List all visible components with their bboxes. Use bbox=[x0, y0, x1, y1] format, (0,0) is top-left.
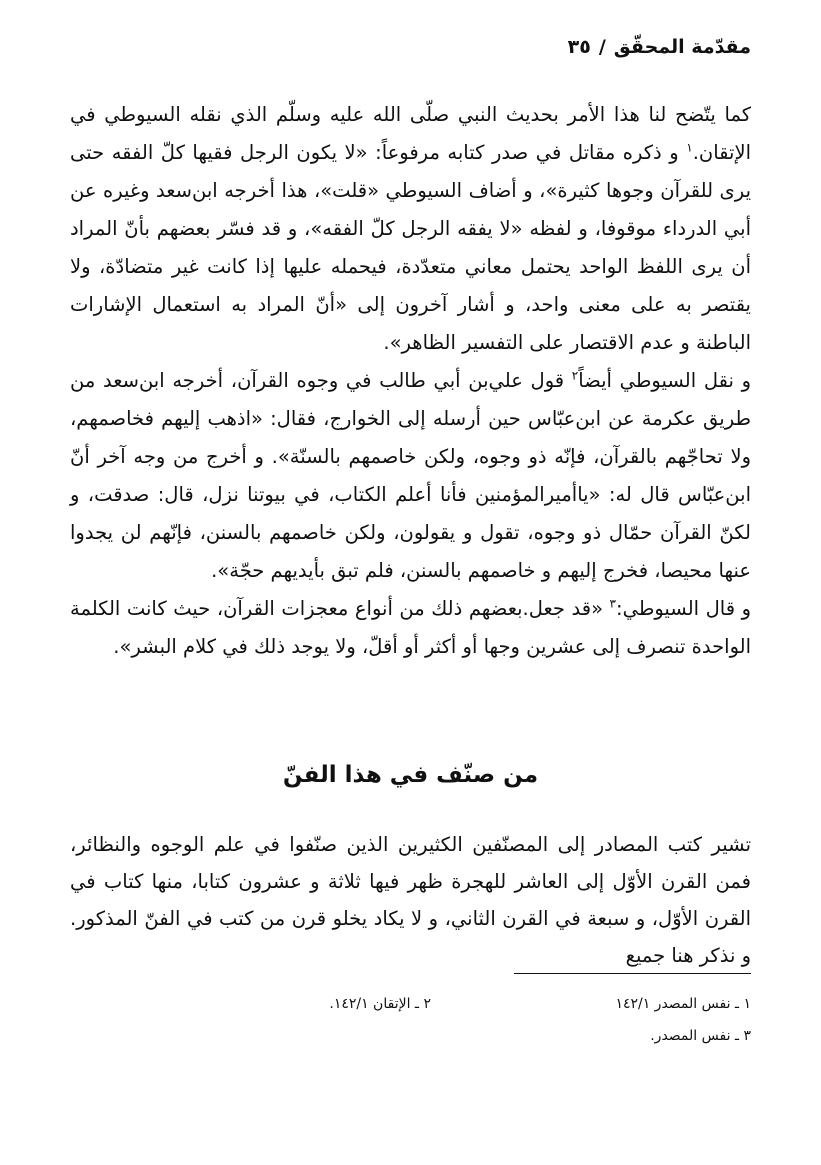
footnote-1: ١ ـ نفس المصدر ١٤٢/١ bbox=[615, 996, 751, 1012]
footnotes bbox=[70, 988, 751, 1052]
paragraph-3-continuation: «قد جعل.بعضهم ذلك من أنواع معجزات القرآن، حيث كانت الكلمة الواحدة تنصرف إلى عشرين وجها أو أكثر أو أقلّ، ولا يوجد ذلك في كلام البشر». bbox=[70, 597, 751, 658]
paragraph-1 bbox=[70, 96, 751, 362]
footnote-2: ٢ ـ الإتقان ١٤٢/١. bbox=[329, 996, 431, 1012]
page-number: ٣٥ bbox=[567, 36, 591, 58]
paragraph-2-text: و نقل السيوطي أيضاً bbox=[578, 369, 751, 392]
footnote-row bbox=[70, 988, 751, 1020]
section-heading: من صنّف في هذا الفنّ bbox=[282, 762, 539, 788]
paragraph-3 bbox=[70, 590, 751, 666]
footnote-divider bbox=[514, 973, 751, 974]
running-header-separator: / bbox=[598, 36, 606, 58]
body-text bbox=[70, 96, 751, 666]
paragraph-1-text: كما يتّضح لنا هذا الأمر بحديث النبي صلّى الله عليه وسلّم الذي نقله السيوطي في الإتقان. bbox=[70, 103, 751, 164]
footnote-ref-2[interactable]: ٢ bbox=[571, 368, 579, 383]
footnote-row bbox=[70, 1020, 751, 1052]
running-header-title: مقدّمة المحقّق bbox=[613, 36, 751, 58]
running-header bbox=[568, 36, 751, 58]
paragraph-2 bbox=[70, 362, 751, 590]
footnote-3: ٣ ـ نفس المصدر. bbox=[650, 1028, 751, 1044]
paragraph-2-continuation: قول علي‌بن أبي طالب في وجوه القرآن، أخرجه ابن‌سعد من طريق عكرمة عن ابن‌عبّاس حين أرسله إلى الخوارج، فقال: «اذهب إليهم فخاصمهم، ولا تحاجّهم بالقرآن، فإنّه ذو وجوه، ولكن خاصمهم بالسنّة». و أخرج من وجه آخر أنّ ابن‌عبّاس قال له: «ياأميرالمؤمنين فأنا أعلم الكتاب، في بيوتنا نزل، قال: صدقت، و لكنّ القرآن حمّال ذو وجوه، تقول و يقولون، ولكن خاصمهم بالسنن، فإنّهم لن يجدوا عنها محيصا، فخرج إليهم و خاصمهم بالسنن، فلم تبق بأيديهم حجّة». bbox=[70, 369, 751, 582]
footnote-ref-3[interactable]: ٣ bbox=[609, 596, 616, 611]
footnote-ref-1[interactable]: ١ bbox=[686, 140, 693, 155]
paragraph-3-text: و قال السيوطي: bbox=[616, 597, 751, 620]
paragraph-1-continuation: و ذكره مقاتل في صدر كتابه مرفوعاً: «لا يكون الرجل فقيها كلّ الفقه حتى يرى للقرآن وجوها كثيرة»، و أضاف السيوطي «قلت»، هذا أخرجه ابن‌سعد وغيره عن أبي الدرداء موقوفا، و لفظه «لا يفقه الرجل كلّ الفقه»، و قد فسّر بعضهم بأنّ المراد أن يرى اللفظ الواحد يحتمل معاني متعدّدة، فيحمله عليها إذا كانت غير متضادّة، ولا يقتصر به على معنى واحد، و أشار آخرون إلى «أنّ المراد به استعمال الإشارات الباطنة و عدم الاقتصار على التفسير الظاهر». bbox=[70, 141, 751, 354]
section-paragraph: تشير كتب المصادر إلى المصنّفين الكثيرين الذين صنّفوا في علم الوجوه والنظائر، فمن القرن الأوّل إلى العاشر للهجرة ظهر فيها ثلاثة و عشرون كتابا، منها كتاب في القرن الأوّل، و سبعة في القرن الثاني، و لا يكاد يخلو قرن من كتب في الفنّ المذكور. و نذكر هنا جميع bbox=[70, 833, 751, 967]
